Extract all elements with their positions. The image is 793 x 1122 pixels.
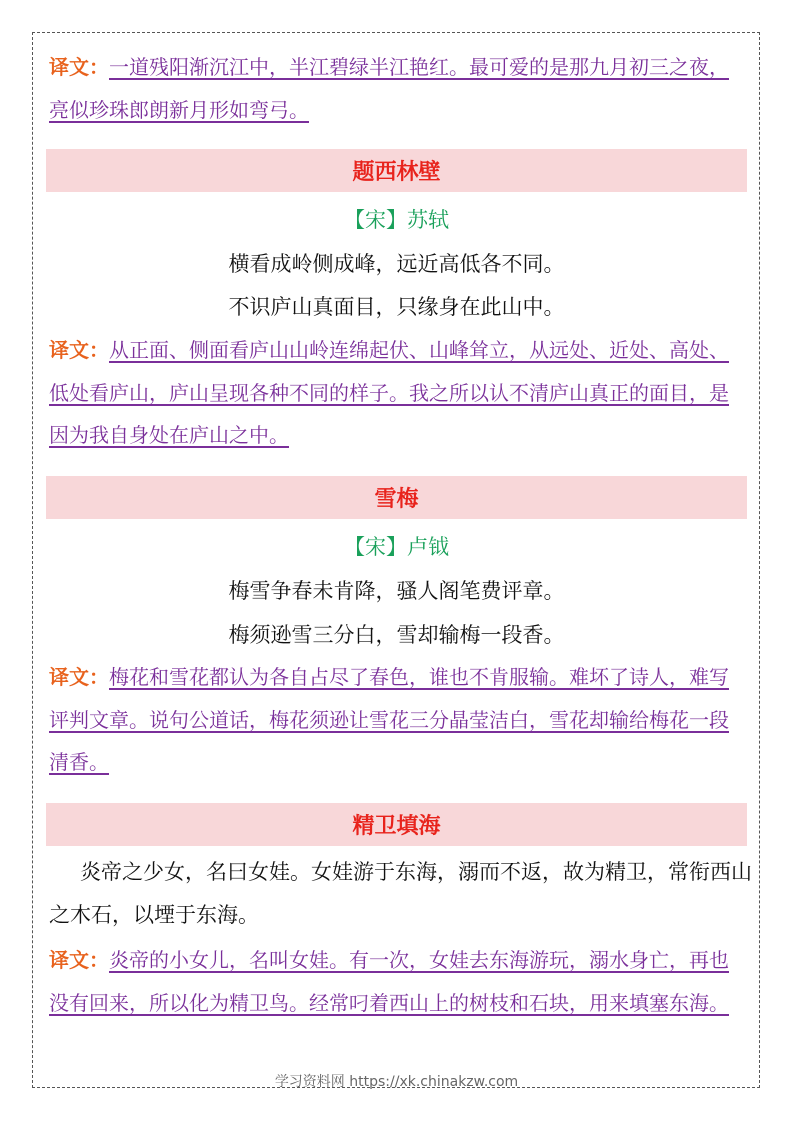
poem-author: 【宋】苏轼 (344, 208, 449, 232)
translation-block-0 (49, 46, 744, 131)
translation-block-1 (49, 329, 744, 457)
story-text: 炎帝之少女，名曰女娃。女娃游于东海，溺而不返，故为精卫，常衔西山之木石，以堙于东海。 (49, 860, 752, 927)
story-title: 精卫填海 (352, 814, 441, 839)
poem-line: 梅雪争春未肯降，骚人阁笔费评章。 (228, 579, 565, 603)
poem-author: 【宋】卢钺 (344, 535, 449, 559)
poem-title: 题西林壁 (352, 160, 441, 185)
translation-label: 译文： (49, 55, 109, 79)
translation-block-3 (49, 939, 744, 1024)
translation-text: 梅花和雪花都认为各自占尽了春色，谁也不肯服输。难坏了诗人，难写评判文章。说句公道话，梅花须逊让雪花三分晶莹洁白，雪花却输给梅花一段清香。 (49, 665, 729, 774)
translation-text: 一道残阳渐沉江中，半江碧绿半江艳红。最可爱的是那九月初三之夜，亮似珍珠郎朗新月形如弯弓。 (49, 55, 729, 122)
translation-label: 译文： (49, 338, 109, 362)
translation-label: 译文： (49, 948, 109, 972)
title-band-3 (46, 803, 747, 846)
title-band-2 (46, 476, 747, 519)
translation-block-2 (49, 656, 744, 784)
poem-line: 不识庐山真面目，只缘身在此山中。 (228, 295, 565, 319)
translation-text: 从正面、侧面看庐山山岭连绵起伏、山峰耸立，从远处、近处、高处、低处看庐山，庐山呈现各种不同的样子。我之所以认不清庐山真正的面目，是因为我自身处在庐山之中。 (49, 338, 729, 447)
poem-title: 雪梅 (374, 487, 419, 512)
translation-text: 炎帝的小女儿，名叫女娃。有一次，女娃去东海游玩，溺水身亡，再也没有回来，所以化为精卫鸟。经常叼着西山上的树枝和石块，用来填塞东海。 (49, 948, 729, 1015)
poem-line: 横看成岭侧成峰，远近高低各不同。 (228, 252, 565, 276)
translation-label: 译文： (49, 665, 109, 689)
poem-line: 梅须逊雪三分白，雪却输梅一段香。 (228, 623, 565, 647)
footer-watermark: 学习资料网 https://xk.chinakzw.com (274, 1074, 519, 1090)
title-band-1 (46, 149, 747, 192)
